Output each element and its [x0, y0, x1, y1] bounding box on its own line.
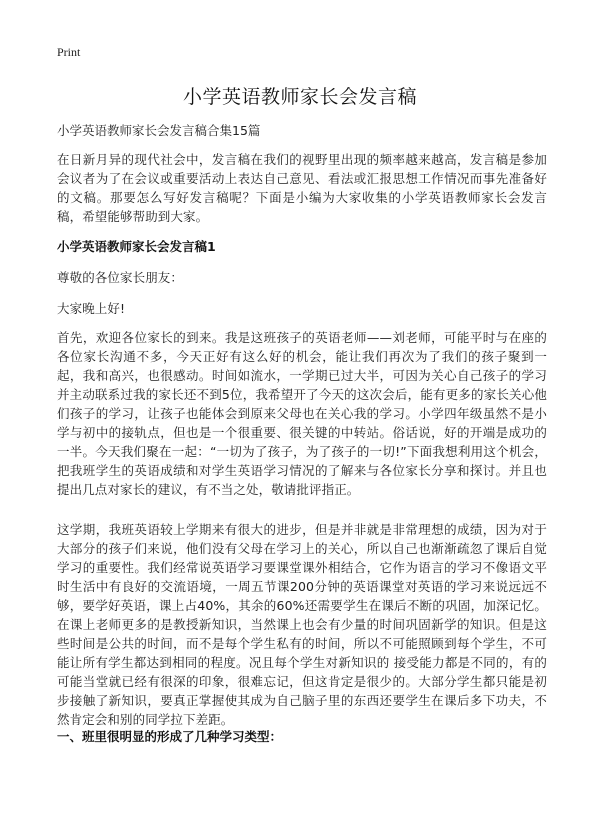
- body-paragraph: 这学期，我班英语较上学期来有很大的进步，但是并非就是非常理想的成绩，因为对于大部分的孩子们来说，他们没有父母在学习上的关心，所以自己也渐渐疏忽了课后自觉学习的重要性。我们经常说英语学习要课堂课外相结合，它作为语言的学习不像语文平时生活中有良好的交流语境，一周五节课200分钟的英语课堂对英语的学习来说远远不够，要学好英语，课上占40%，其余的60%还需要学生在课后不断的巩固，加深记忆。在课上老师更多的是教授新知识，当然课上也会有少量的时间巩固新学的知识。但是这些时间是公共的时间，而不是每个学生私有的时间，所以不可能照顾到每个学生，不可能让所有学生都达到相同的程度。况且每个学生对新知识的 接受能力都是不同的，有的可能当堂就已经有很深的印象，很难忘记，但这肯定是很少的。大部分学生都只能是初步接触了新知识，要真正掌握使其成为自己脑子里的东西还要学生在课后多下功夫，不然肯定会和别的同学拉下差距。: [57, 522, 547, 727]
- subheading: 一、班里很明显的形成了几种学习类型：: [57, 729, 283, 744]
- body-paragraph: 首先，欢迎各位家长的到来。我是这班孩子的英语老师——刘老师，可能平时与在座的各位家长沟通不多，今天正好有这么好的机会，能让我们再次为了我们的孩子聚到一起，我和高兴，也很感动。时间如流水，一学期已过大半，可因为关心自己孩子的学习并主动联系过我的家长还不到5位，我希望开了今天的这次会后，能有更多的家长关心他们孩子的学习，让孩子也能体会到原来父母也在关心我的学习。小学四年级虽然不是小学与初中的接轨点，但也是一个很重要、很关键的中转站。俗话说，好的开端是成功的一半。今天我们聚在一起：“一切为了孩子，为了孩子的一切!”下面我想利用这个机会，把我班学生的英语成绩和对学生英语学习情况的了解来与各位家长分享和探讨。并且也提出几点对家长的建议，有不当之处，敬请批评指正。: [57, 330, 547, 497]
- section-heading: 小学英语教师家长会发言稿1: [57, 239, 216, 254]
- document-title: 小学英语教师家长会发言稿: [182, 86, 417, 108]
- greeting-line: 大家晚上好!: [57, 301, 126, 316]
- document-subtitle: 小学英语教师家长会发言稿合集15篇: [57, 123, 261, 138]
- print-link[interactable]: Print: [57, 45, 81, 59]
- intro-paragraph: 在日新月异的现代社会中，发言稿在我们的视野里出现的频率越来越高，发言稿是参加会议者为了在会议或重要活动上表达自己意见、看法或汇报思想工作情况而事先准备好的文稿。那要怎么写好发言稿呢？下面是小编为大家收集的小学英语教师家长会发言稿，希望能够帮助到大家。: [57, 152, 547, 224]
- greeting-line: 尊敬的各位家长朋友：: [57, 270, 184, 285]
